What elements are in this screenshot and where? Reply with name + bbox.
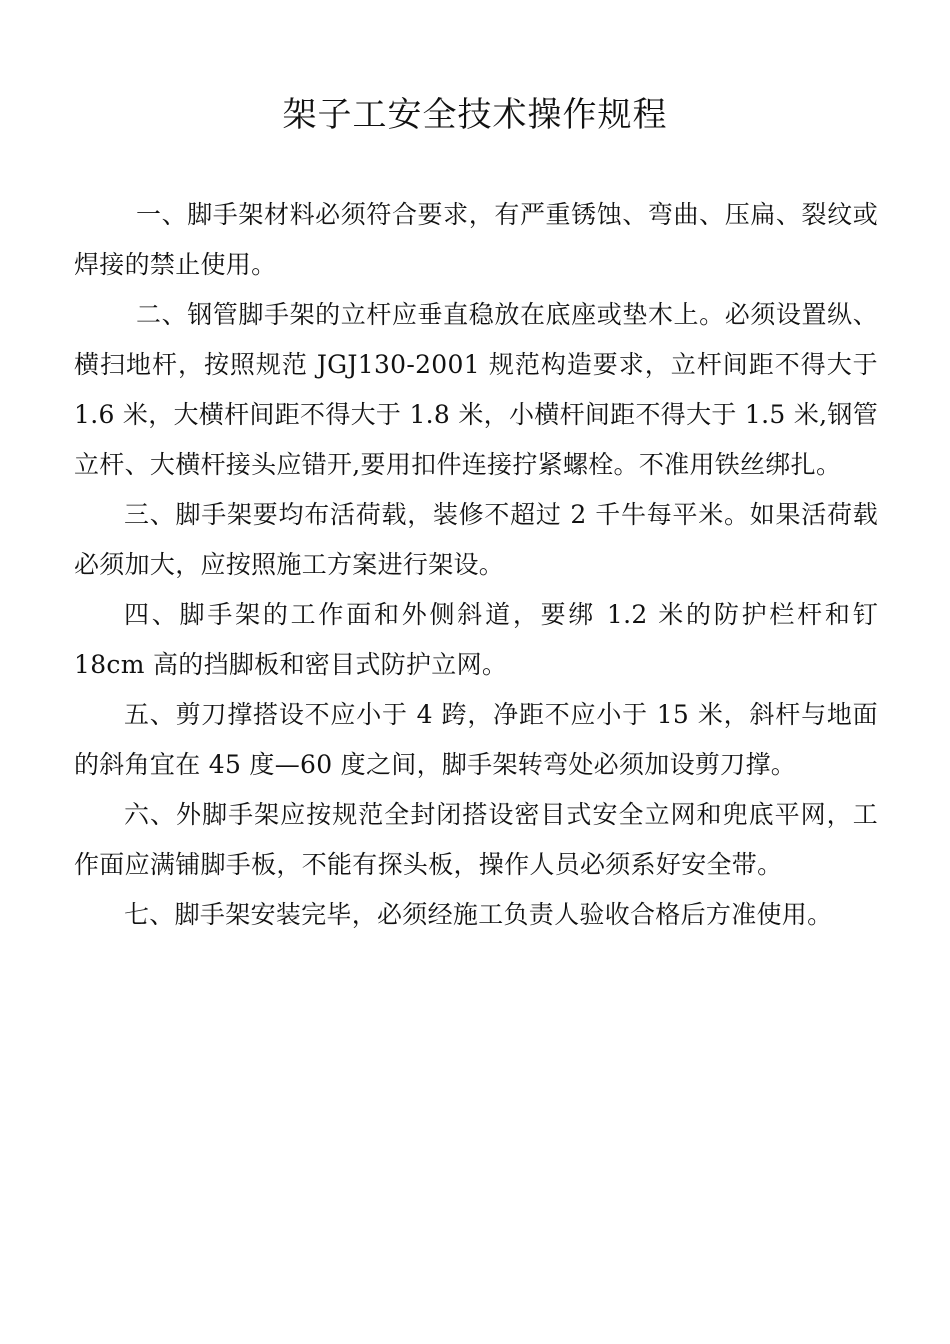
paragraph-4: 四、脚手架的工作面和外侧斜道，要绑 1.2 米的防护栏杆和钉 18cm 高的挡脚板和密目式防护立网。 bbox=[74, 600, 878, 679]
document-body bbox=[74, 190, 878, 940]
document-title: 架子工安全技术操作规程 bbox=[282, 95, 668, 135]
paragraph-5: 五、剪刀撑搭设不应小于 4 跨，净距不应小于 15 米，斜杆与地面的斜角宜在 45 度—60 度之间，脚手架转弯处必须加设剪刀撑。 bbox=[74, 700, 878, 779]
paragraph-6: 六、外脚手架应按规范全封闭搭设密目式安全立网和兜底平网，工作面应满铺脚手板，不能有探头板，操作人员必须系好安全带。 bbox=[74, 800, 878, 879]
paragraph-1: 一、脚手架材料必须符合要求，有严重锈蚀、弯曲、压扁、裂纹或焊接的禁止使用。 bbox=[74, 200, 878, 279]
paragraph-7: 七、脚手架安装完毕，必须经施工负责人验收合格后方准使用。 bbox=[124, 900, 833, 929]
paragraph-2: 二、钢管脚手架的立杆应垂直稳放在底座或垫木上。必须设置纵、横扫地杆，按照规范 JGJ130-2001 规范构造要求，立杆间距不得大于 1.6 米，大横杆间距不得大于 1.8 米，小横杆间距不得大于 1.5 米,钢管立杆、大横杆接头应错开,要用扣件连接拧紧螺栓。不准用铁丝绑扎。 bbox=[74, 300, 878, 479]
paragraph-3: 三、脚手架要均布活荷载，装修不超过 2 千牛每平米。如果活荷载必须加大，应按照施工方案进行架设。 bbox=[74, 500, 878, 579]
